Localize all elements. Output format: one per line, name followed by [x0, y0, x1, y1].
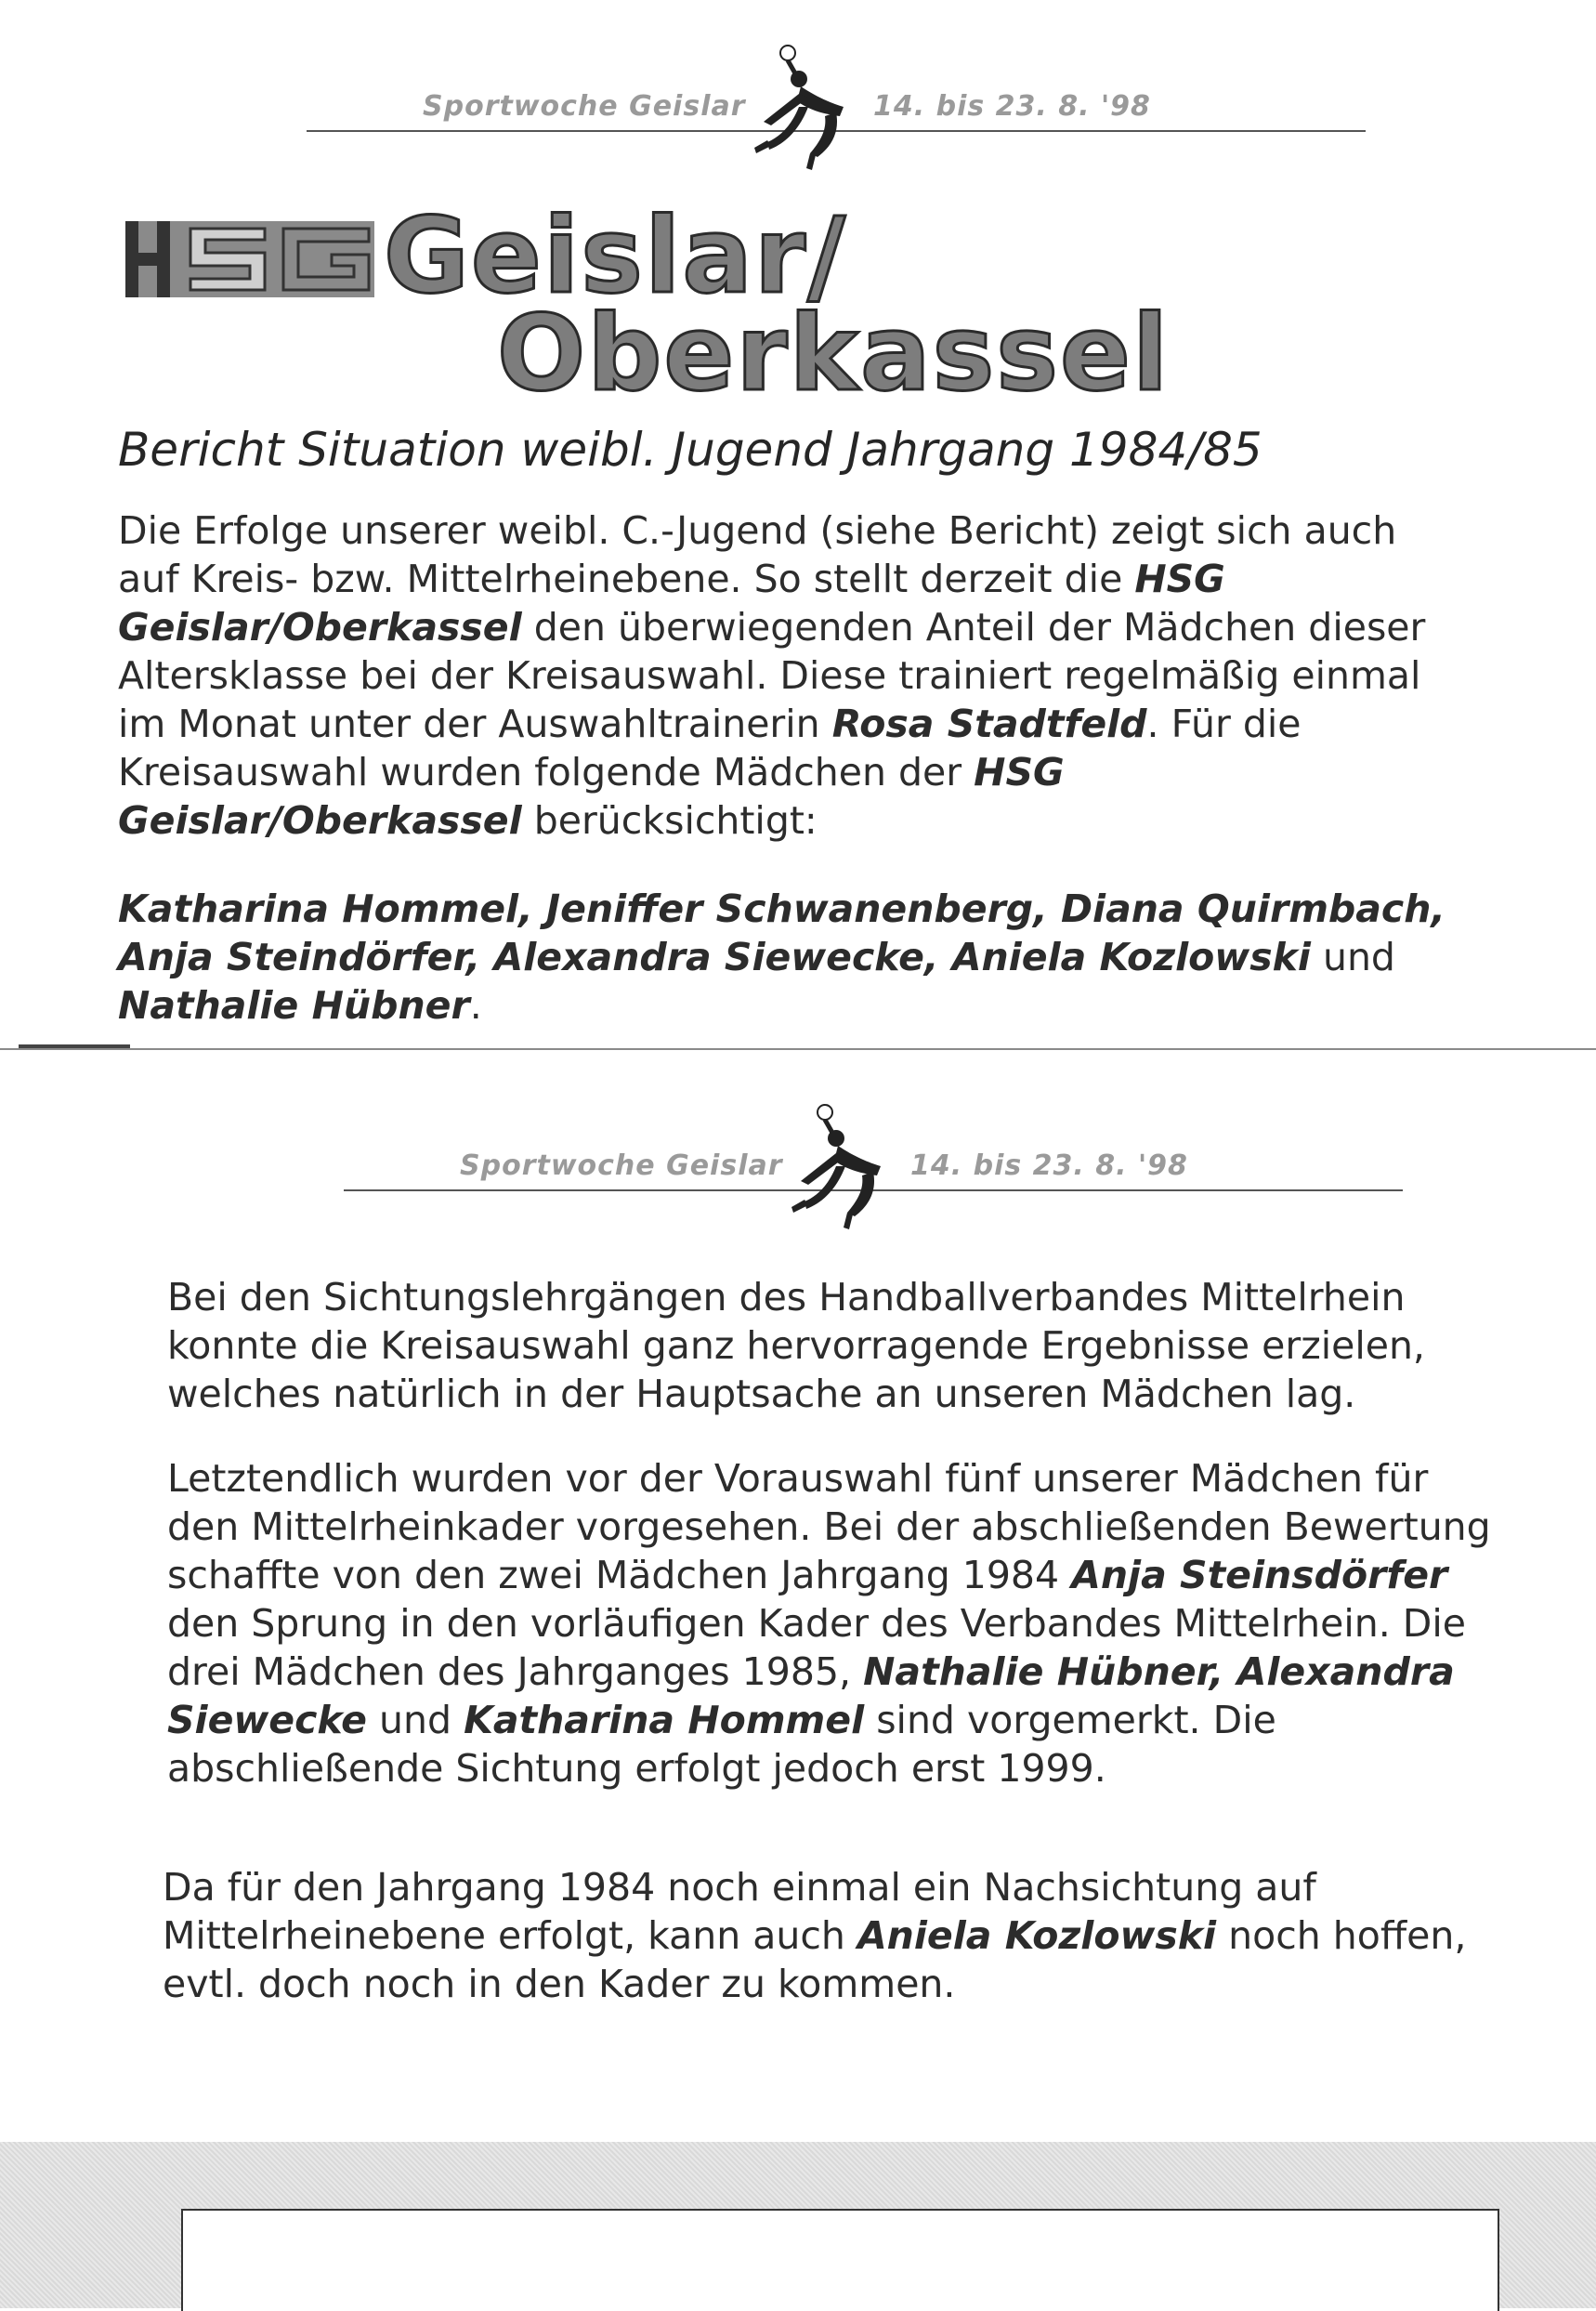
event-header-bottom	[344, 1101, 1403, 1231]
event-name: Sportwoche Geislar	[423, 90, 746, 123]
page-footer	[0, 2142, 1596, 2308]
page-separator	[0, 1048, 1596, 1050]
separator-mark	[19, 1044, 130, 1048]
logo-line1: Geislar/	[384, 196, 848, 317]
p5-player-name: Aniela Kozlowski	[857, 1913, 1217, 1958]
p4-player-names-2: Nathalie Hübner, Alexandra Siewecke	[167, 1649, 1455, 1742]
article-paragraph-1	[118, 506, 1465, 845]
article-title: Bericht Situation weibl. Jugend Jahrgang 1984/85	[118, 423, 1262, 477]
p4-text-4: sind vorgemerkt. Die abschließende Sichtung erfolgt jedoch erst 1999.	[167, 1698, 1276, 1791]
event-dates: 14. bis 23. 8. '98	[910, 1149, 1188, 1182]
handball-player-icon	[780, 1101, 910, 1250]
p2-player-name-last: Nathalie Hübner	[118, 983, 470, 1028]
p4-player-name-1: Anja Steinsdörfer	[1071, 1553, 1448, 1597]
p2-text-2: .	[469, 983, 482, 1028]
p2-player-names: Katharina Hommel, Jeniffer Schwanenberg, Diana Quirmbach, Anja Steindörfer, Alexandra Siewecke, Aniela Kozlowski	[118, 886, 1446, 979]
logo-line2: Oberkassel	[497, 294, 1171, 414]
p1-text-4: berücksichtigt:	[521, 798, 818, 843]
p1-text-3: . Für die Kreisauswahl wurden folgende Mädchen der	[118, 702, 1302, 794]
p1-trainer-name: Rosa Stadtfeld	[831, 702, 1147, 746]
p1-text-1: Die Erfolge unserer weibl. C.-Jugend (siehe Bericht) zeigt sich auch auf Kreis- bzw. Mittelrheinebene. So stellt derzeit die	[118, 508, 1397, 601]
p1-text-2: den überwiegenden Anteil der Mädchen dieser Altersklasse bei der Kreisauswahl. Diese trainiert regelmäßig einmal im Monat unter der Auswahltrainerin	[118, 605, 1426, 746]
p1-club-name-2: HSG Geislar/Oberkassel	[118, 750, 1065, 843]
p1-club-name-1: HSG Geislar/Oberkassel	[118, 557, 1225, 650]
event-name: Sportwoche Geislar	[460, 1149, 783, 1182]
p5-text-1: Da für den Jahrgang 1984 noch einmal ein Nachsichtung auf Mittelrheinebene erfolgt, kann auch	[163, 1865, 1316, 1958]
p4-text-1: Letztendlich wurden vor der Vorauswahl fünf unserer Mädchen für den Mittelrheinkader vorgesehen. Bei der abschließenden Bewertung schaffte von den zwei Mädchen Jahrgang 1984	[167, 1456, 1491, 1597]
handball-player-icon	[743, 42, 873, 190]
continuation-paragraph-1: Bei den Sichtungslehrgängen des Handballverbandes Mittelrhein konnte die Kreisauswahl ganz hervorragende Ergebnisse erzielen, welches natürlich in der Hauptsache an unseren Mädchen lag.	[167, 1275, 1425, 1416]
continuation-paragraph-3	[163, 1863, 1500, 2008]
p4-player-name-3: Katharina Hommel	[464, 1698, 865, 1742]
p4-text-3: und	[367, 1698, 464, 1742]
p5-text-2: noch hoffen, evtl. doch noch in den Kader zu kommen.	[163, 1913, 1467, 2006]
hsg-logo-icon	[125, 221, 374, 297]
continuation-paragraph-2	[167, 1454, 1505, 1792]
p4-text-2: den Sprung in den vorläufigen Kader des Verbandes Mittelrhein. Die drei Mädchen des Jahrganges 1985,	[167, 1601, 1466, 1694]
article-paragraph-2	[118, 885, 1446, 1030]
p2-text-1: und	[1310, 935, 1395, 979]
footer-box	[181, 2209, 1499, 2311]
event-header-top	[307, 42, 1366, 172]
event-dates: 14. bis 23. 8. '98	[873, 90, 1151, 123]
